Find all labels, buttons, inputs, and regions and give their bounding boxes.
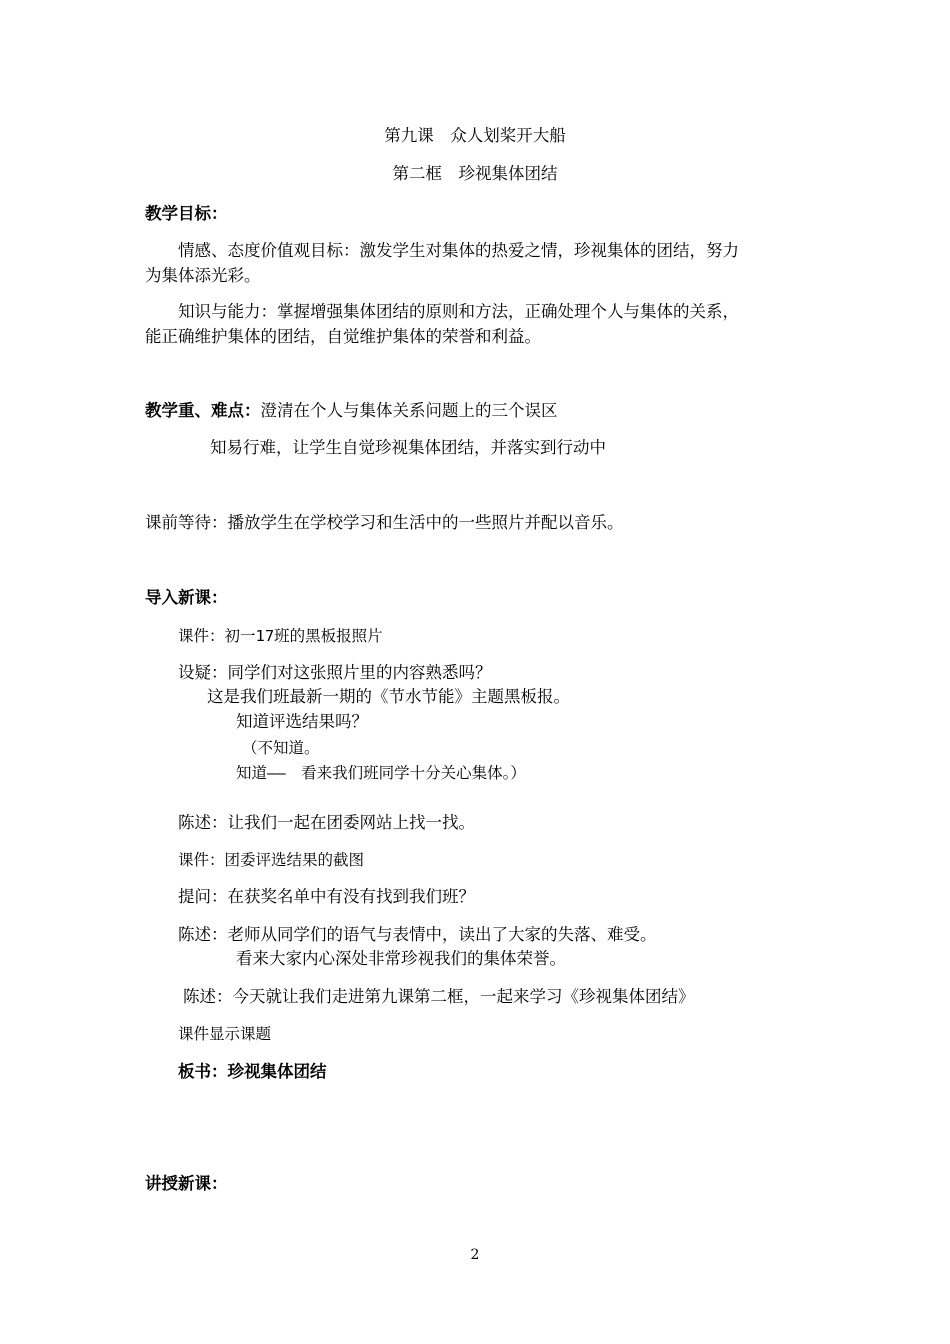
objective-2-line-2: 能正确维护集体的团结，自觉维护集体的荣誉和利益。 xyxy=(145,327,541,346)
key-points-label: 教学重、难点： xyxy=(145,401,261,420)
key-points-line-2: 知易行难，让学生自觉珍视集体团结，并落实到行动中 xyxy=(210,438,606,457)
statement-2-line-1: 陈述：老师从同学们的语气与表情中，读出了大家的失落、难受。 xyxy=(178,925,657,944)
key-points xyxy=(145,400,558,422)
lesson-title: 第九课 众人划桨开大船 xyxy=(384,126,566,145)
courseware-1: 课件：初一17班的黑板报照片 xyxy=(178,627,383,645)
blackboard-writing: 板书：珍视集体团结 xyxy=(178,1062,327,1081)
question-1-line-4: （不知道。 xyxy=(242,739,320,757)
objective-2-line-1: 知识与能力：掌握增强集体团结的原则和方法，正确处理个人与集体的关系， xyxy=(178,302,739,321)
question-1: 设疑：同学们对这张照片里的内容熟悉吗？ xyxy=(178,663,492,682)
question-2: 提问：在获奖名单中有没有找到我们班？ xyxy=(178,887,475,906)
intro-heading: 导入新课： xyxy=(145,588,228,607)
section-subtitle: 第二框 珍视集体团结 xyxy=(392,164,558,183)
question-1-line-2: 这是我们班最新一期的《节水节能》主题黑板报。 xyxy=(207,687,570,706)
key-points-text: 澄清在个人与集体关系问题上的三个误区 xyxy=(260,401,558,420)
statement-3: 陈述：今天就让我们走进第九课第二框，一起来学习《珍视集体团结》 xyxy=(183,987,695,1006)
objective-1-line-2: 为集体添光彩。 xyxy=(145,266,261,285)
lecture-heading: 讲授新课： xyxy=(145,1174,228,1193)
page-number: 2 xyxy=(470,1247,480,1263)
courseware-2: 课件：团委评选结果的截图 xyxy=(178,851,365,869)
pre-class-wait: 课前等待：播放学生在学校学习和生活中的一些照片并配以音乐。 xyxy=(145,513,624,532)
statement-1: 陈述：让我们一起在团委网站上找一找。 xyxy=(178,813,475,832)
objective-1-line-1: 情感、态度价值观目标：激发学生对集体的热爱之情，珍视集体的团结，努力 xyxy=(178,241,739,260)
objectives-heading: 教学目标： xyxy=(145,204,228,223)
question-1-line-3: 知道评选结果吗？ xyxy=(236,712,368,731)
courseware-3: 课件显示课题 xyxy=(178,1025,272,1043)
question-1-line-5: 知道—— 看来我们班同学十分关心集体。） xyxy=(236,764,526,782)
statement-2-line-2: 看来大家内心深处非常珍视我们的集体荣誉。 xyxy=(236,949,566,968)
